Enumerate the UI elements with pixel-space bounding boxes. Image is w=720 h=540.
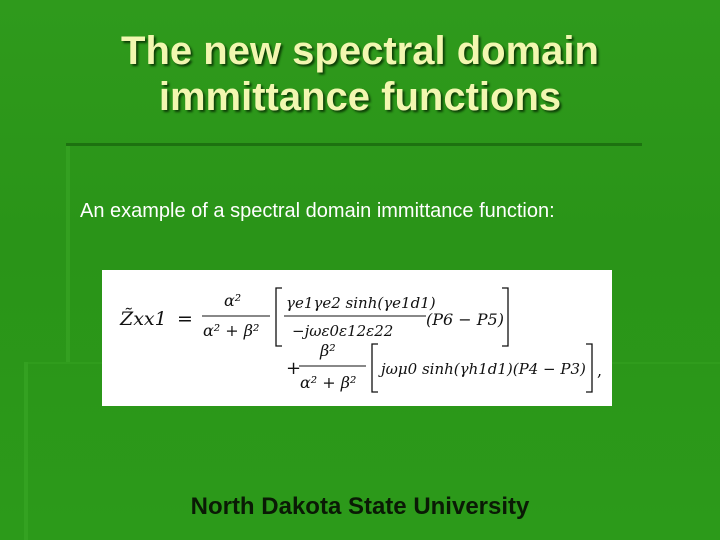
bracket2-right xyxy=(586,344,592,392)
bracket2-content: jωμ0 sinh(γh1d1)(P4 − P3) xyxy=(381,360,586,378)
slide-title: The new spectral domain immittance functions xyxy=(121,29,599,119)
bracket1-tail: (P6 − P5) xyxy=(426,310,504,329)
footer-university: North Dakota State University xyxy=(190,493,530,520)
bracket1-left xyxy=(276,288,282,346)
bracket1-denominator: −jωε0ε12ε22 xyxy=(292,322,394,340)
formula-plus: + xyxy=(286,358,302,379)
formula-equals: = xyxy=(177,308,193,330)
bracket2-left xyxy=(372,344,378,392)
frac2-denominator: α² + β² xyxy=(300,373,357,392)
decor-line-top xyxy=(66,143,642,146)
formula-image xyxy=(102,270,612,406)
frac1-numerator: α² xyxy=(224,291,242,310)
frac2-numerator: β² xyxy=(320,341,336,360)
formula-trailing-comma: , xyxy=(597,361,603,380)
decor-bar-left xyxy=(66,146,70,362)
formula-lhs: Z̃xx1 xyxy=(120,308,167,330)
formula-svg xyxy=(102,270,612,406)
slide-subtitle: An example of a spectral domain immittance function: xyxy=(80,200,555,222)
frac1-denominator: α² + β² xyxy=(203,321,260,340)
bracket1-numerator: γe1γe2 sinh(γe1d1) xyxy=(286,294,436,312)
